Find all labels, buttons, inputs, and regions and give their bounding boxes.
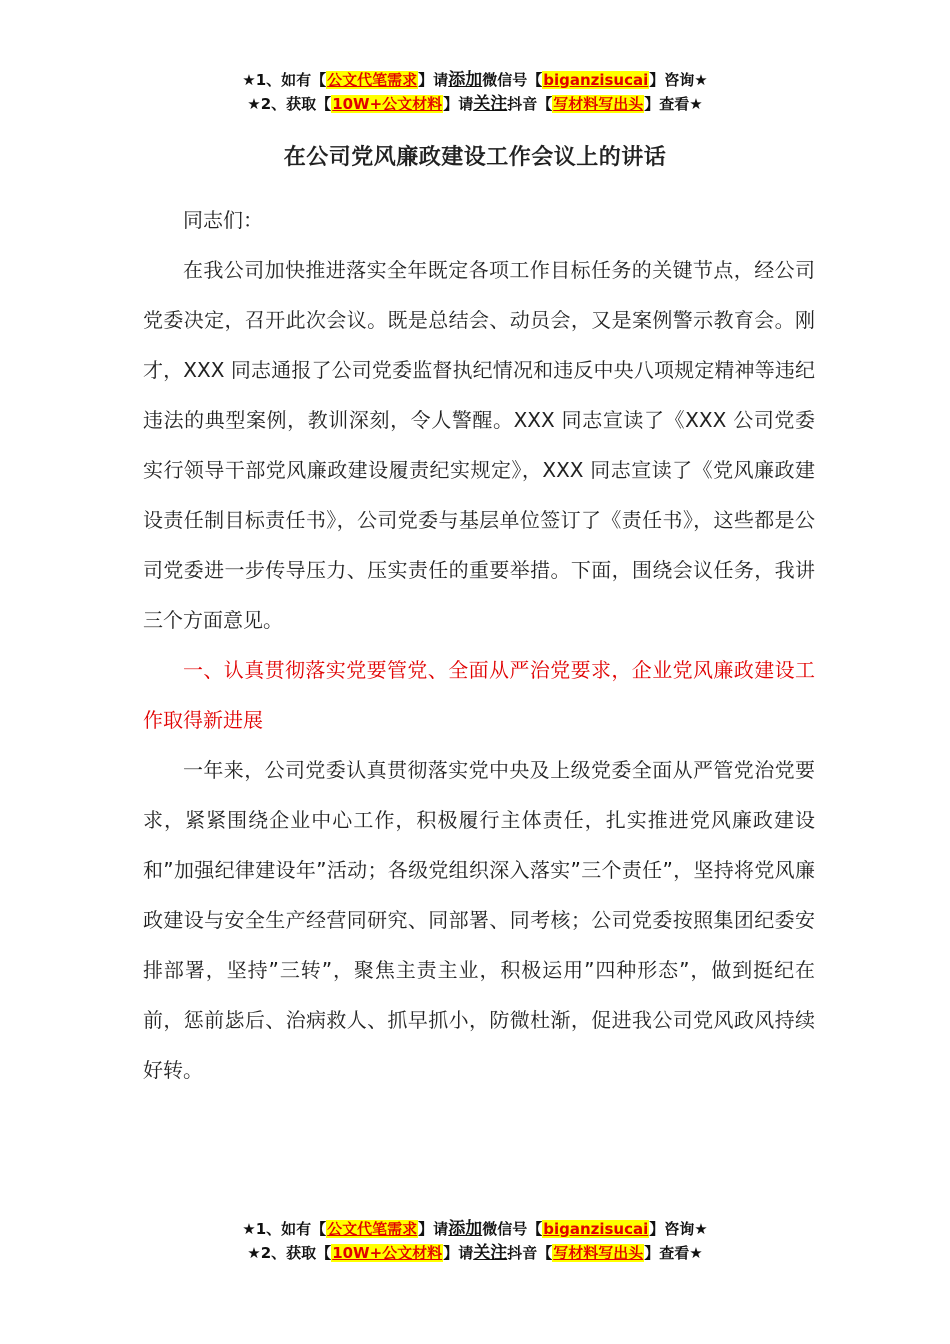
promo-text: 】查看★	[644, 1244, 703, 1262]
promo-text: 微信号【	[482, 1220, 543, 1238]
promo-line-2	[0, 92, 950, 116]
promo-text: ★2、获取【	[247, 95, 332, 113]
promo-highlight: 公文代笔需求	[327, 71, 418, 89]
greeting: 同志们：	[183, 208, 263, 232]
promo-text: 】请	[443, 95, 474, 113]
promo-text: 抖音【	[507, 95, 553, 113]
paragraph-intro: 在我公司加快推进落实全年既定各项工作目标任务的关键节点，经公司党委决定，召开此次会议。既是总结会、动员会，又是案例警示教育会。刚才，XXX 同志通报了公司党委监督执纪情况和违反中央八项规定精神等违纪违法的典型案例，教训深刻，令人警醒。XXX 同志宣读了《XXX 公司党委实行领导干部党风廉政建设履责纪实规定》，XXX 同志宣读了《党风廉政建设责任制目标责任书》，公司党委与基层单位签订了《责任书》，这些都是公司党委进一步传导压力、压实责任的重要举措。下面，围绕会议任务，我讲三个方面意见。	[143, 258, 815, 632]
promo-highlight: 公文代笔需求	[327, 1220, 418, 1238]
promo-emphasis: 关注	[473, 1243, 508, 1263]
promo-text: 】咨询★	[649, 1220, 708, 1238]
section-heading-1: 一、认真贯彻落实党要管党、全面从严治党要求，企业党风廉政建设工作取得新进展	[143, 658, 815, 732]
promo-highlight: 写材料写出头	[553, 95, 644, 113]
promo-text: 抖音【	[507, 1244, 553, 1262]
promo-text: 】请	[443, 1244, 474, 1262]
promo-text: ★1、如有【	[242, 1220, 327, 1238]
promo-line-1	[0, 68, 950, 92]
promo-highlight: 10W+公文材料	[332, 95, 443, 113]
promo-highlight: biganzisucai	[543, 71, 649, 89]
document-title: 在公司党风廉政建设工作会议上的讲话	[283, 145, 667, 170]
promo-emphasis: 添加	[448, 1219, 483, 1239]
promo-text: 】请	[418, 71, 449, 89]
promo-highlight: biganzisucai	[543, 1220, 649, 1238]
promo-emphasis: 添加	[448, 70, 483, 90]
promo-line-1	[0, 1217, 950, 1241]
promo-highlight: 写材料写出头	[553, 1244, 644, 1262]
promo-line-2	[0, 1241, 950, 1265]
promo-banner-bottom	[0, 1217, 950, 1265]
promo-text: ★2、获取【	[247, 1244, 332, 1262]
promo-text: 】请	[418, 1220, 449, 1238]
promo-text: ★1、如有【	[242, 71, 327, 89]
paragraph-section-1: 一年来，公司党委认真贯彻落实党中央及上级党委全面从严管党治党要求，紧紧围绕企业中心工作，积极履行主体责任，扎实推进党风廉政建设和”加强纪律建设年”活动；各级党组织深入落实”三个责任”，坚持将党风廉政建设与安全生产经营同研究、同部署、同考核；公司党委按照集团纪委安排部署，坚持”三转”，聚焦主责主业，积极运用”四种形态”，做到挺纪在前，惩前毖后、治病救人、抓早抓小，防微杜渐，促进我公司党风政风持续好转。	[143, 758, 815, 1082]
document-body	[143, 195, 815, 1095]
promo-text: 】查看★	[644, 95, 703, 113]
promo-highlight: 10W+公文材料	[332, 1244, 443, 1262]
promo-emphasis: 关注	[473, 94, 508, 114]
promo-banner-top	[0, 68, 950, 116]
promo-text: 】咨询★	[649, 71, 708, 89]
promo-text: 微信号【	[482, 71, 543, 89]
